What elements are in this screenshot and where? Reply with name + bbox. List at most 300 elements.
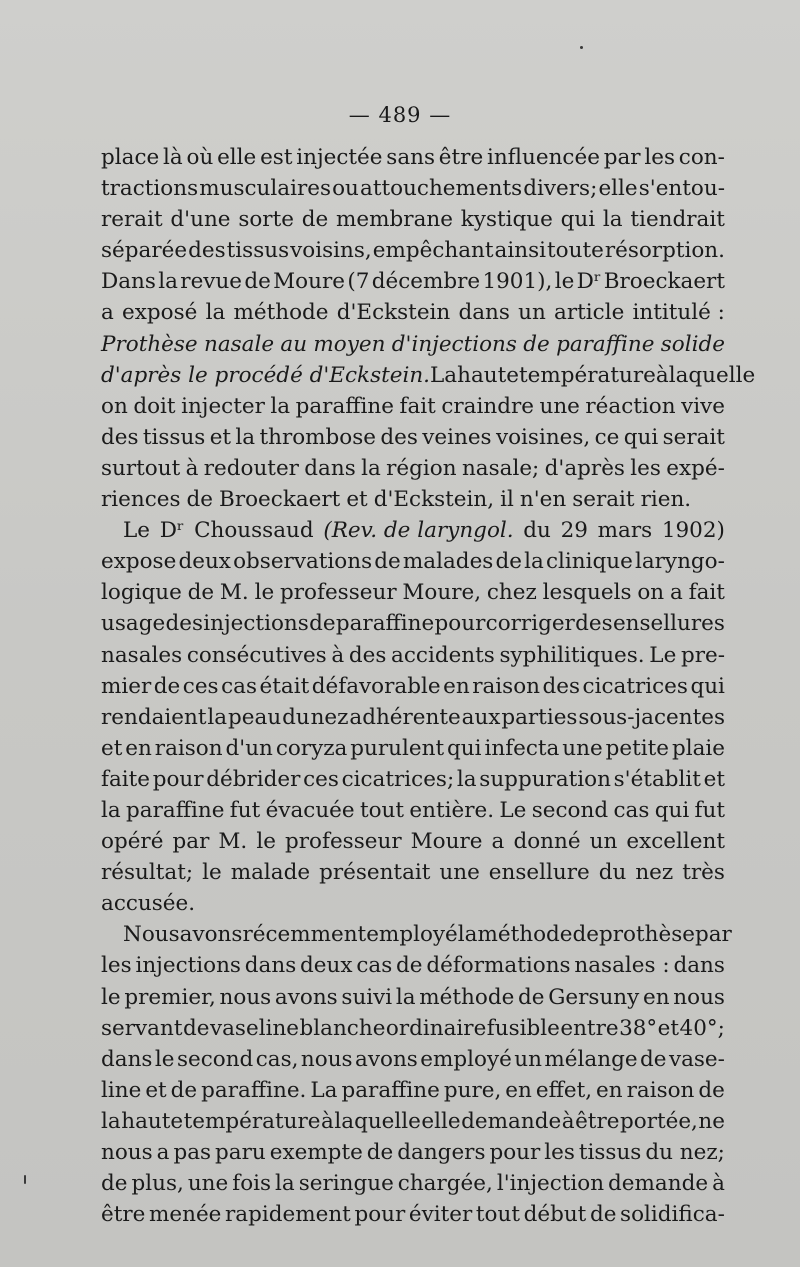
word: kystique <box>460 207 553 233</box>
word: pour <box>354 1202 406 1228</box>
word: n'en <box>519 487 567 513</box>
word: fusible <box>486 1015 560 1041</box>
text-line <box>101 919 732 950</box>
word: d'après <box>544 455 625 481</box>
word: pure, <box>443 1077 502 1103</box>
word: d'après le procédé d'Eckstein. <box>101 362 431 388</box>
word: lesquels <box>542 580 632 606</box>
word: de <box>589 1202 617 1228</box>
word: des <box>380 424 418 450</box>
word: fut <box>229 797 261 823</box>
text-line <box>101 733 725 764</box>
word: le <box>256 829 276 855</box>
word: la <box>457 922 478 948</box>
word: avons <box>179 922 243 948</box>
word: tractions <box>101 176 199 202</box>
word: de <box>301 207 329 233</box>
word: de <box>698 1077 725 1103</box>
word: la <box>235 424 256 450</box>
word: et <box>346 487 368 513</box>
word: empêchant <box>372 238 494 264</box>
word: la <box>602 207 623 233</box>
word: du <box>282 704 310 730</box>
word: très <box>682 860 725 886</box>
word: d'Eckstein <box>336 300 451 326</box>
word: nous <box>673 984 725 1010</box>
word: opéré <box>101 829 164 855</box>
text-line <box>101 888 725 919</box>
word: là <box>163 145 183 170</box>
word: ou <box>332 176 359 202</box>
word: et <box>145 1077 167 1103</box>
word: (Rev. de laryngol. <box>323 518 514 544</box>
text-line <box>101 515 725 546</box>
text-line <box>101 422 725 453</box>
word: solide <box>660 331 725 357</box>
word: rendaient <box>101 704 207 730</box>
word: raison <box>472 673 540 699</box>
word: cas <box>221 673 258 699</box>
word: nasales : <box>574 953 670 979</box>
ink-speck <box>580 46 583 49</box>
word: paraffine <box>295 393 394 419</box>
word: a <box>101 300 114 326</box>
word: de <box>640 1046 667 1072</box>
word: adhérente <box>349 704 461 730</box>
word: de <box>309 611 336 637</box>
word: injections <box>135 953 241 979</box>
word: Dʳ <box>159 518 185 544</box>
text-line <box>101 982 725 1013</box>
word: sans <box>386 145 436 170</box>
text-line <box>101 577 725 608</box>
word: employé <box>366 922 458 948</box>
word: vaseline <box>209 1015 300 1041</box>
word: qui <box>654 797 690 823</box>
word: des <box>348 642 387 668</box>
word: divers; <box>523 176 598 202</box>
word: accusée. <box>101 891 196 917</box>
word: pas <box>173 1140 212 1165</box>
word: Moure, <box>402 580 482 606</box>
word: laryngo- <box>634 549 725 575</box>
word: le <box>101 984 121 1010</box>
text-line <box>101 204 725 235</box>
word: s'entou- <box>638 176 725 202</box>
word: professeur <box>285 829 402 855</box>
text-line <box>101 857 725 888</box>
text-line <box>101 640 725 671</box>
word: fois <box>232 1171 272 1197</box>
word: de <box>187 580 215 606</box>
word: à <box>321 1108 334 1134</box>
word: de <box>153 673 181 699</box>
word: Choussaud <box>194 518 314 544</box>
word: cicatrices; <box>341 766 455 792</box>
word: craindre <box>441 393 534 419</box>
word: la <box>207 704 228 730</box>
word: nez <box>310 704 349 730</box>
word: rapidement <box>225 1202 351 1228</box>
word: ces <box>303 766 339 792</box>
word: ainsi <box>494 238 546 264</box>
word: le <box>202 860 222 886</box>
word: du <box>523 518 551 544</box>
word: la <box>524 549 544 575</box>
word: Broeckaert <box>603 269 725 295</box>
word: résultat; <box>101 860 194 886</box>
word: solidifica- <box>620 1202 725 1228</box>
word: exempte <box>269 1140 363 1165</box>
text-line <box>101 1199 725 1230</box>
word: il <box>500 487 514 513</box>
word: qui <box>560 207 596 233</box>
word: en <box>125 735 152 761</box>
word: des <box>101 424 139 450</box>
word: second <box>531 797 609 823</box>
word: la <box>275 1171 295 1197</box>
word: malades <box>402 549 494 575</box>
word: ensellure <box>488 860 590 886</box>
text-line <box>101 764 725 795</box>
word: usage <box>101 611 166 637</box>
word: de <box>396 953 423 979</box>
word: toute <box>547 238 604 264</box>
word: effet, <box>535 1077 593 1103</box>
word: méthode <box>233 300 329 326</box>
text-line <box>101 266 725 297</box>
word: réaction <box>585 393 676 419</box>
word: nasale <box>203 331 275 357</box>
word: à <box>712 1171 725 1197</box>
word: demande <box>608 1171 709 1197</box>
word: qui <box>447 735 482 761</box>
word: séparée <box>101 238 188 264</box>
word: ne <box>698 1108 725 1134</box>
word: de <box>523 331 550 357</box>
word: éviter <box>408 1202 473 1228</box>
word: demande <box>461 1108 562 1134</box>
word: ensellures <box>612 611 725 637</box>
word: revue <box>180 269 243 295</box>
word: paru <box>215 1140 266 1165</box>
word: plus, <box>131 1171 184 1197</box>
word: elle <box>217 145 257 170</box>
word: à <box>331 642 345 668</box>
word: membrane <box>336 207 453 233</box>
word: avons <box>355 1046 418 1072</box>
word: méthode <box>419 984 515 1010</box>
word: le <box>254 580 275 606</box>
word: la <box>270 393 291 419</box>
text-line <box>101 1075 725 1106</box>
word: seringue <box>298 1171 394 1197</box>
word: dans <box>458 300 510 326</box>
word: fait <box>399 393 436 419</box>
word: dans <box>304 455 356 481</box>
word: suivi <box>341 984 393 1010</box>
word: était <box>259 673 310 699</box>
word: tissus <box>226 238 290 264</box>
text-line <box>101 391 725 422</box>
word: de <box>495 549 522 575</box>
word: blanche <box>299 1015 386 1041</box>
word: on <box>101 393 128 419</box>
text-line <box>101 608 725 639</box>
word: débrider <box>206 766 301 792</box>
word: injections <box>203 611 309 637</box>
word: parties <box>501 704 578 730</box>
text-line <box>101 484 725 515</box>
word: 40°; <box>679 1015 725 1041</box>
word: pour <box>434 611 486 637</box>
word: en <box>643 984 670 1010</box>
word: accidents <box>391 642 495 668</box>
word: déformations <box>426 953 571 979</box>
word: entre <box>560 1015 619 1041</box>
word: début <box>523 1202 587 1228</box>
word: fut <box>694 797 725 823</box>
word: logique <box>101 580 182 606</box>
word: vase- <box>668 1046 725 1072</box>
word: voisines, <box>495 424 591 450</box>
word: de <box>572 922 600 948</box>
text-line <box>101 142 725 173</box>
word: rerait <box>101 207 163 233</box>
word: donné <box>513 829 581 855</box>
word: professeur <box>280 580 397 606</box>
word: s'établit <box>613 766 701 792</box>
word: second <box>176 1046 254 1072</box>
word: nous <box>101 1140 153 1165</box>
word: à <box>185 455 199 481</box>
word: deux <box>178 549 231 575</box>
text-line <box>101 360 756 391</box>
word: suppuration <box>479 766 611 792</box>
word: par <box>694 922 732 948</box>
word: nasale; <box>461 455 540 481</box>
word: surtout <box>101 455 181 481</box>
word: méthode <box>477 922 573 948</box>
word: tiendrait <box>630 207 725 233</box>
word: Le <box>499 797 527 823</box>
word: paraffine <box>556 331 655 357</box>
word: employé <box>420 1046 512 1072</box>
word: la <box>205 300 226 326</box>
word: et <box>101 735 123 761</box>
word: une <box>439 860 480 886</box>
text-line <box>101 1013 725 1044</box>
word: attouchements <box>360 176 523 202</box>
word: voisins, <box>290 238 372 264</box>
text-line <box>101 453 725 484</box>
word: Nous <box>123 922 180 948</box>
word: être <box>438 145 484 170</box>
word: plaie <box>671 735 725 761</box>
word: a <box>669 580 683 606</box>
word: chez <box>486 580 537 606</box>
word: injecter <box>181 393 265 419</box>
ink-speck <box>24 1175 26 1184</box>
word: 29 <box>560 518 588 544</box>
word: d'Eckstein, <box>373 487 495 513</box>
word: exposé <box>122 300 198 326</box>
word: pre- <box>680 642 725 668</box>
word: la <box>101 1108 121 1134</box>
word: la <box>101 797 121 823</box>
text-line <box>101 329 725 360</box>
word: une <box>562 735 603 761</box>
word: pour <box>152 766 204 792</box>
word: La <box>430 362 458 388</box>
word: par <box>603 145 641 170</box>
word: paraffine <box>335 611 435 637</box>
word: premier, <box>124 984 216 1010</box>
word: de <box>170 1077 198 1103</box>
word: veines <box>422 424 492 450</box>
word: redouter <box>203 455 299 481</box>
word: et <box>703 766 725 792</box>
word: laquelle <box>668 362 756 388</box>
word: tissus <box>142 424 206 450</box>
word: la <box>158 269 178 295</box>
word: tout <box>475 1202 520 1228</box>
word: chargée, <box>397 1171 493 1197</box>
word: région <box>386 455 457 481</box>
word: nasales <box>101 642 183 668</box>
text-line <box>101 1168 725 1199</box>
word: une <box>187 1171 229 1197</box>
text-line <box>101 235 725 266</box>
word: les <box>101 953 132 979</box>
word: Gersuny <box>548 984 640 1010</box>
word: paraffine <box>126 797 225 823</box>
word: Dans <box>101 269 156 295</box>
word: malade <box>230 860 311 886</box>
word: servant <box>101 1015 183 1041</box>
text-line <box>101 950 725 981</box>
word: cas <box>356 953 393 979</box>
word: 1902) <box>661 518 725 544</box>
word: aux <box>461 704 501 730</box>
word: des <box>542 673 581 699</box>
word: coryza <box>275 735 348 761</box>
text-line <box>101 1044 725 1075</box>
word: moyen <box>313 331 386 357</box>
word: Prothèse <box>101 331 198 357</box>
word: Le <box>123 518 151 544</box>
word: les <box>644 145 675 170</box>
word: des <box>575 611 613 637</box>
word: expé- <box>666 455 725 481</box>
word: défavorable <box>311 673 441 699</box>
word: de <box>366 1140 394 1165</box>
word: M. <box>218 829 248 855</box>
word: tissus <box>578 1140 642 1165</box>
word: consécutives <box>186 642 327 668</box>
word: dans <box>244 953 297 979</box>
word: expose <box>101 549 177 575</box>
word: fait <box>688 580 725 606</box>
word: dans <box>101 1046 153 1072</box>
word: 38° <box>619 1015 658 1041</box>
word: est <box>260 145 293 170</box>
word: nous <box>300 1046 353 1072</box>
word: prothèse <box>599 922 695 948</box>
word: portée, <box>619 1108 698 1134</box>
word: nez <box>635 860 674 886</box>
word: syphilitiques. <box>499 642 645 668</box>
word: musculaires <box>199 176 331 202</box>
word: Dʳ <box>576 269 602 295</box>
word: présentait <box>319 860 431 886</box>
word: serait <box>572 487 635 513</box>
word: a <box>491 829 505 855</box>
word: haute <box>121 1108 184 1134</box>
word: être <box>101 1202 146 1228</box>
word: la <box>456 766 477 792</box>
word: un <box>518 300 546 326</box>
word: et <box>657 1015 680 1041</box>
word: résorption. <box>604 238 725 264</box>
word: purulent <box>350 735 445 761</box>
text-line <box>101 1137 725 1168</box>
word: menée <box>148 1202 222 1228</box>
word: de <box>374 549 401 575</box>
word: qui <box>623 424 659 450</box>
word: article <box>554 300 625 326</box>
word: ce <box>594 424 620 450</box>
word: de <box>182 1015 210 1041</box>
word: on <box>637 580 665 606</box>
word: influencée <box>486 145 600 170</box>
word: en <box>596 1077 623 1103</box>
word: cicatrices <box>582 673 688 699</box>
word: elle <box>598 176 638 202</box>
word: de <box>244 269 271 295</box>
word: de <box>518 984 545 1010</box>
word: a <box>156 1140 170 1165</box>
word: à <box>561 1108 575 1134</box>
word: évacuée <box>265 797 355 823</box>
word: mélange <box>544 1046 638 1072</box>
word: sous-jacentes <box>578 704 725 730</box>
word: con- <box>678 145 725 170</box>
word: intitulé : <box>632 300 725 326</box>
word: au <box>280 331 308 357</box>
word: un <box>514 1046 542 1072</box>
word: de <box>186 487 214 513</box>
word: injectée <box>296 145 383 170</box>
word: du <box>598 860 627 886</box>
word: raison <box>154 735 223 761</box>
word: line <box>101 1077 142 1103</box>
page-number: — 489 — <box>348 103 452 127</box>
word: clinique <box>545 549 633 575</box>
word: peau <box>228 704 282 730</box>
word: place <box>101 145 160 170</box>
word: laquelle <box>334 1108 421 1134</box>
word: (7 <box>347 269 370 295</box>
word: par <box>172 829 210 855</box>
word: riences <box>101 487 181 513</box>
word: Broeckaert <box>219 487 341 513</box>
word: en <box>505 1077 532 1103</box>
word: rien. <box>640 487 692 513</box>
word: décembre <box>371 269 481 295</box>
text-line <box>101 546 725 577</box>
word: tout <box>359 797 405 823</box>
